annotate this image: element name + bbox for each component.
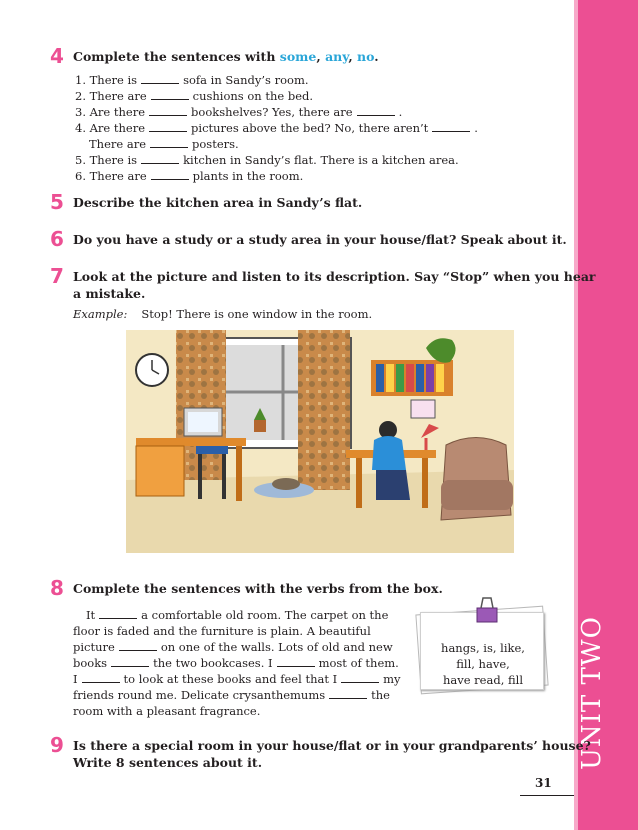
exercise-title-line1: Is there a special room in your house/flat or in your grandparents’ house? — [73, 738, 591, 753]
sentence-line: 6. There are plants in the room. — [75, 169, 304, 183]
text-line: room with a pleasant fragrance. — [73, 704, 261, 718]
text-line: floor is faded and the furniture is plain. A beautiful — [73, 624, 371, 638]
sentence-line: 2. There are cushions on the bed. — [75, 89, 314, 103]
exercise-number: 7 — [50, 264, 64, 288]
exercise-number: 5 — [50, 190, 64, 214]
text-line: I to look at these books and feel that I my — [73, 672, 401, 686]
text-line: books the two bookcases. I most of them. — [73, 656, 399, 670]
verb-list: hangs, is, like, fill, have, have read, fill — [441, 641, 525, 687]
text-line: It a comfortable old room. The carpet on the — [86, 608, 389, 622]
exercise-number: 9 — [50, 733, 64, 757]
exercise-number: 6 — [50, 227, 64, 251]
binder-clip-icon — [474, 596, 500, 624]
page-number: 31 — [535, 776, 552, 790]
exercise-title-line2: a mistake. — [73, 286, 146, 301]
exercise-number: 4 — [50, 44, 64, 68]
sentence-line: 3. Are there bookshelves? Yes, there are . — [75, 105, 403, 119]
exercise-title: Describe the kitchen area in Sandy’s flat. — [73, 195, 363, 210]
text-line: picture on one of the walls. Lots of old and new — [73, 640, 393, 654]
text-line: friends round me. Delicate crysanthemums the — [73, 688, 390, 702]
exercise-title-line1: Look at the picture and listen to its description. Say “Stop” when you hear — [73, 269, 596, 284]
sentence-line: 4. Are there pictures above the bed? No, there aren’t . — [75, 121, 478, 135]
wall-clock-icon — [136, 354, 168, 386]
unit-label: UNIT TWO — [577, 616, 607, 770]
sentence-line: 5. There is kitchen in Sandy’s flat. There is a kitchen area. — [75, 153, 459, 167]
exercise-title: Complete the sentences with some, any, no. — [73, 49, 379, 64]
unit-sidebar — [574, 0, 638, 830]
room-illustration — [126, 330, 514, 553]
exercise-title: Complete the sentences with the verbs from the box. — [73, 581, 443, 596]
exercise-title-line2: Write 8 sentences about it. — [73, 755, 263, 770]
exercise-title: Do you have a study or a study area in your house/flat? Speak about it. — [73, 232, 567, 247]
page-number-rule — [520, 795, 574, 796]
sentence-line: 1. There is sofa in Sandy’s room. — [75, 73, 309, 87]
room-scene — [126, 330, 514, 553]
exercise-number: 8 — [50, 576, 64, 600]
sentence-line: There are posters. — [89, 137, 239, 151]
example-line: Example: Stop! There is one window in the room. — [73, 307, 373, 321]
